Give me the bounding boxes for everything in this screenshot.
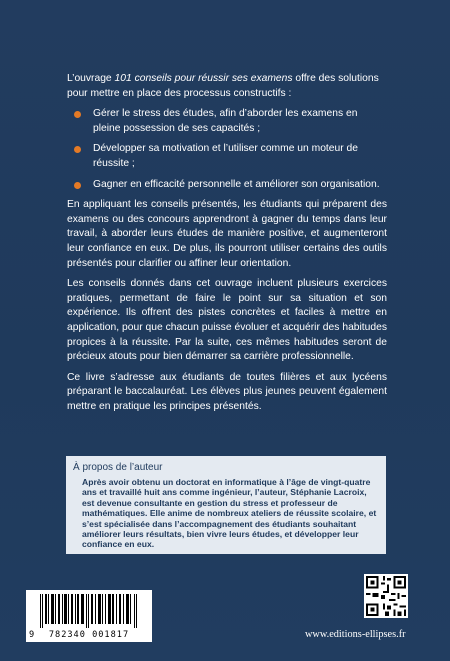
about-author-text: Après avoir obtenu un doctorat en informatique à l’âge de vingt-quatre ans et travaillé huit ans comme ingénieur, l’auteur, Stéphanie Lacroix, est devenue consultante en gestion du stress et professeur de mathématiques. Elle anime de nombreux ateliers de réussite scolaire, et s’est spécialisée dans l’accompagnement des étudiants souhaitant améliorer leurs résultats, bien vivre leurs études, et développer leur confiance en eux. [82,477,377,550]
bullet-text: Gérer le stress des études, afin d’aborder les examens en pleine possession de ses capacités ; [93,108,358,134]
bullet-list [67,107,387,192]
bullet-text: Gagner en efficacité personnelle et améliorer son organisation. [93,178,380,190]
orange-bullet-icon [74,146,81,153]
barcode-icon [40,594,140,628]
publisher-website: www.editions-ellipses.fr [305,629,406,640]
about-author-box [66,456,386,554]
orange-bullet-icon [74,111,81,118]
qr-code-icon [364,574,408,618]
bullet-item [93,107,387,136]
isbn-barcode [26,590,152,642]
bullet-item [93,142,387,171]
isbn-digits: 782340 001817 [48,630,130,640]
bullet-item [93,178,387,193]
body-paragraph: Les conseils donnés dans cet ouvrage incluent plusieurs exercices pratiques, permettant de faire le point sur sa situation et son expérience. Ils offrent des pistes concrètes et faciles à mettre en application, pour que chacun puisse évoluer et acquérir des habitudes propices à la réussite. Par la suite, ces mêmes habitudes seront de précieux atouts pour bien démarrer sa carrière professionnelle. [67,278,387,363]
body-paragraph: En appliquant les conseils présentés, les étudiants qui préparent des examens ou des concours apprendront à gagner du temps dans leur travail, à aborder leurs études de manière positive, et augmenteront leur confiance en eux. De plus, ils pourront utiliser certains des outils présentés pour clarifier ou affiner leur orientation. [67,199,387,269]
bullet-text: Développer sa motivation et l’utiliser comme un moteur de réussite ; [93,143,358,169]
about-author-title: À propos de l’auteur [73,462,163,473]
intro-prefix: L’ouvrage [67,73,115,84]
isbn-prefix: 9 [29,630,35,640]
blurb [67,72,387,414]
book-title: 101 conseils pour réussir ses examens [114,73,293,84]
intro-paragraph [67,72,387,101]
intro-suffix: offre des solutions pour mettre en place des processus constructifs : [67,73,379,99]
body-paragraph: Ce livre s’adresse aux étudiants de toutes filières et aux lycéens préparant le baccalauréat. Les élèves plus jeunes peuvent également mettre en pratique les principes présentés. [67,371,387,412]
orange-bullet-icon [74,182,81,189]
